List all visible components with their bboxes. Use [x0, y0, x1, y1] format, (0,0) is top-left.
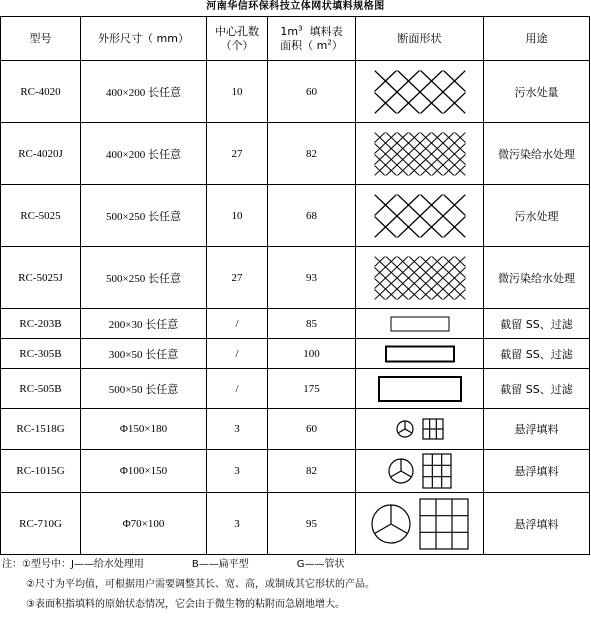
cell-area: 68 — [268, 185, 356, 247]
flat-rect-shape — [370, 374, 470, 404]
header-shape: 断面形状 — [356, 17, 484, 61]
cell-area: 60 — [268, 61, 356, 123]
table-row — [1, 450, 590, 493]
cell-shape — [356, 339, 484, 369]
header-area-sup2: 2 — [327, 37, 332, 46]
page-title: 河南华信环保科技立体网状填料规格图 — [206, 1, 385, 12]
cell-holes: 27 — [207, 123, 268, 185]
note-1-g: G——管状 — [296, 559, 345, 570]
cell-size: 500×50 长任意 — [81, 369, 207, 409]
cell-shape — [356, 247, 484, 309]
cell-model: RC-5025J — [1, 247, 81, 309]
cell-shape — [356, 369, 484, 409]
cell-size: 300×50 长任意 — [81, 339, 207, 369]
table-row — [1, 339, 590, 369]
notes — [2, 555, 591, 615]
cell-shape — [356, 61, 484, 123]
header-area-sup3: 3 — [298, 23, 303, 32]
header-holes-line1: 中心孔数 — [215, 24, 259, 38]
header-area-line2-text: 面积（ m — [280, 38, 328, 52]
cell-usage: 截留 SS、过滤 — [484, 339, 590, 369]
tube-shape — [385, 450, 455, 492]
diamond-lattice-shape — [374, 194, 466, 238]
header-area-num: 1m — [280, 24, 299, 38]
cell-holes: 3 — [207, 493, 268, 555]
cell-model: RC-305B — [1, 339, 81, 369]
cell-usage: 悬浮填料 — [484, 409, 590, 450]
diamond-lattice-shape — [374, 132, 466, 176]
note-2: ②尺寸为平均值，可根据用户需要调整其长、宽、高，或制成其它形状的产品。 — [26, 579, 375, 590]
cell-shape — [356, 450, 484, 493]
cell-size: Φ150×180 — [81, 409, 207, 450]
cell-usage: 截留 SS、过滤 — [484, 309, 590, 339]
cell-area: 85 — [268, 309, 356, 339]
cell-size: Φ70×100 — [81, 493, 207, 555]
cell-size: Φ100×150 — [81, 450, 207, 493]
cell-usage: 污水处量 — [484, 61, 590, 123]
cell-usage: 微污染给水处理 — [484, 123, 590, 185]
note-1 — [2, 555, 591, 575]
cell-size: 500×250 长任意 — [81, 185, 207, 247]
cell-holes: 3 — [207, 409, 268, 450]
table-row — [1, 185, 590, 247]
cell-shape — [356, 409, 484, 450]
header-area-rest: 填料表 — [302, 24, 343, 38]
cell-holes: / — [207, 309, 268, 339]
header-size: 外形尺寸（ mm） — [81, 17, 207, 61]
cell-model: RC-4020J — [1, 123, 81, 185]
cell-holes: 10 — [207, 185, 268, 247]
cell-shape — [356, 123, 484, 185]
tube-shape — [368, 495, 472, 553]
header-holes — [207, 17, 268, 61]
cell-model: RC-1015G — [1, 450, 81, 493]
cell-size: 400×200 长任意 — [81, 123, 207, 185]
cell-model: RC-1518G — [1, 409, 81, 450]
cell-shape — [356, 309, 484, 339]
note-1-lead: 注：①型号中：J——给水处理用 — [2, 559, 144, 570]
cell-size: 500×250 长任意 — [81, 247, 207, 309]
header-area-line1 — [268, 25, 355, 39]
table-row — [1, 409, 590, 450]
header-area — [268, 17, 356, 61]
header-holes-line2: （个） — [220, 38, 254, 52]
spec-table — [0, 16, 590, 555]
cell-area: 82 — [268, 450, 356, 493]
cell-model: RC-505B — [1, 369, 81, 409]
cell-area: 95 — [268, 493, 356, 555]
flat-rect-shape — [370, 343, 470, 365]
table-row — [1, 309, 590, 339]
cell-shape — [356, 493, 484, 555]
header-usage: 用途 — [484, 17, 590, 61]
diamond-lattice-shape — [374, 256, 466, 300]
cell-size: 400×200 长任意 — [81, 61, 207, 123]
diamond-lattice-shape — [374, 70, 466, 114]
header-area-line2-end: ） — [331, 38, 343, 52]
table-row — [1, 123, 590, 185]
cell-area: 82 — [268, 123, 356, 185]
cell-area: 93 — [268, 247, 356, 309]
flat-rect-shape — [370, 313, 470, 335]
cell-model: RC-710G — [1, 493, 81, 555]
table-row — [1, 369, 590, 409]
cell-usage: 截留 SS、过滤 — [484, 369, 590, 409]
cell-holes: 27 — [207, 247, 268, 309]
cell-usage: 悬浮填料 — [484, 493, 590, 555]
cell-holes: 3 — [207, 450, 268, 493]
cell-size: 200×30 长任意 — [81, 309, 207, 339]
tube-shape — [393, 415, 447, 443]
cell-area: 100 — [268, 339, 356, 369]
header-area-line2 — [268, 39, 355, 53]
table-row — [1, 247, 590, 309]
table-row — [1, 61, 590, 123]
header-row — [1, 17, 590, 61]
cell-usage: 微污染给水处理 — [484, 247, 590, 309]
cell-model: RC-4020 — [1, 61, 81, 123]
cell-usage: 悬浮填料 — [484, 450, 590, 493]
spec-table-body — [1, 61, 590, 555]
cell-area: 60 — [268, 409, 356, 450]
cell-usage: 污水处理 — [484, 185, 590, 247]
cell-area: 175 — [268, 369, 356, 409]
cell-model: RC-5025 — [1, 185, 81, 247]
cell-shape — [356, 185, 484, 247]
cell-holes: 10 — [207, 61, 268, 123]
cell-model: RC-203B — [1, 309, 81, 339]
cell-holes: / — [207, 339, 268, 369]
note-3: ③表面积指填料的原始状态情况，它会由于微生物的粘附而急剧地增大。 — [26, 599, 345, 610]
cell-holes: / — [207, 369, 268, 409]
note-1-b: B——扁平型 — [191, 559, 249, 570]
table-row — [1, 493, 590, 555]
header-model: 型号 — [1, 17, 81, 61]
